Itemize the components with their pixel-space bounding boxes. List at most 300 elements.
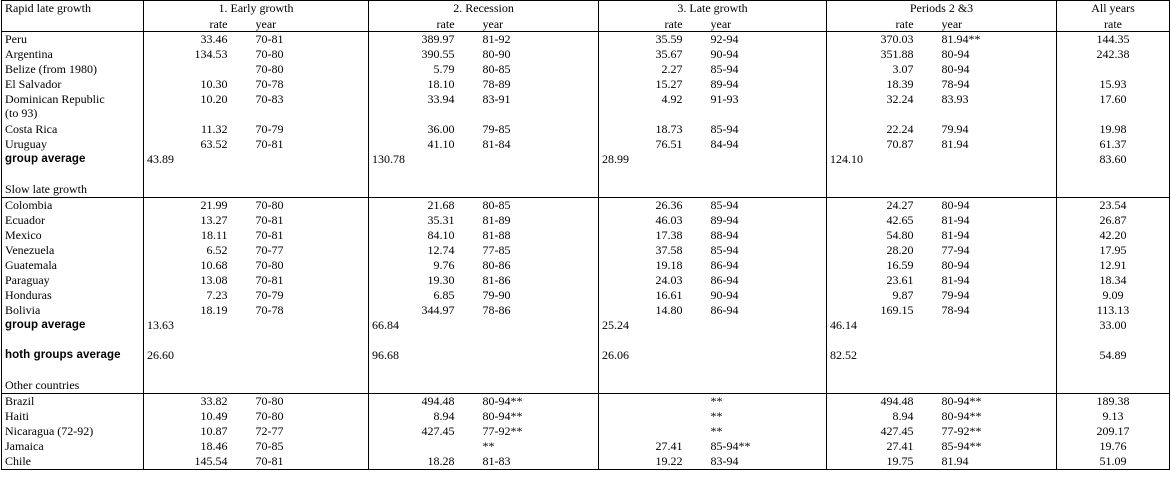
rate-early: 6.52	[144, 243, 256, 258]
year-late: 90-94	[710, 288, 739, 302]
average-spacer	[483, 348, 599, 363]
empty-cell	[1057, 182, 1170, 198]
country-name: Honduras	[2, 288, 144, 303]
table-row	[2, 409, 1170, 424]
empty-cell	[144, 182, 256, 198]
country-name: Paraguay	[2, 273, 144, 288]
average-spacer	[942, 152, 1057, 167]
rate-periods-2-3: 169.15	[827, 303, 942, 318]
year-late: 84-94	[710, 137, 739, 151]
sub-header-year: year	[256, 17, 369, 32]
year-early: 70-83	[255, 92, 284, 106]
sub-header-rate: rate	[1057, 17, 1170, 32]
rate-periods-2-3: 427.45	[827, 424, 942, 439]
rate-recession: 6.85	[369, 288, 483, 303]
rate-periods-2-3: 3.07	[827, 62, 942, 77]
empty-cell	[942, 167, 1057, 182]
empty-cell	[483, 182, 599, 198]
rate-early: 18.11	[144, 228, 256, 243]
country-name: Chile	[2, 454, 144, 470]
table-row	[2, 47, 1170, 62]
year-early: 70-77	[255, 243, 284, 257]
rate-recession: 21.68	[369, 198, 483, 214]
year-periods-2-3: 83.93	[941, 92, 969, 106]
year-early: 70-81	[256, 454, 369, 470]
average-rate-early: 26.60	[144, 348, 256, 363]
year-periods-2-3: 80-94**	[942, 394, 1057, 410]
rate-recession: 18.10	[369, 77, 483, 92]
sub-header-rate: rate	[369, 17, 483, 32]
rate-periods-2-3: 16.59	[827, 258, 942, 273]
empty-cell	[1057, 363, 1170, 378]
year-early: 72-77	[255, 424, 284, 438]
country-name-line: Dominican Republic	[5, 92, 105, 106]
empty-cell	[599, 333, 711, 348]
rate-early: 33.82	[144, 394, 256, 410]
year-periods-2-3: 78-94	[941, 303, 970, 317]
group-header-recession: 2. Recession	[369, 1, 599, 18]
average-rate-all-years: 54.89	[1057, 348, 1170, 363]
empty-cell	[369, 182, 483, 198]
country-name: Jamaica	[2, 439, 144, 454]
rate-early: 11.32	[144, 122, 256, 137]
year-late: **	[710, 409, 723, 423]
rate-all-years: 189.38	[1057, 394, 1170, 410]
empty-cell	[711, 378, 827, 394]
table-row	[2, 258, 1170, 273]
year-periods-2-3: 85-94**	[941, 439, 982, 453]
rate-early: 134.53	[144, 47, 256, 62]
rate-all-years: 19.98	[1057, 122, 1170, 137]
empty-cell	[369, 378, 483, 394]
year-late: 86-94	[710, 303, 739, 317]
group-header-periods-2-3: Periods 2 &3	[827, 1, 1057, 18]
rate-periods-2-3: 24.27	[827, 198, 942, 214]
year-late: **	[711, 394, 827, 410]
year-recession: 81-83	[483, 454, 599, 470]
rate-recession: 19.30	[369, 273, 483, 288]
year-early: 70-79	[255, 122, 284, 136]
rate-recession: 494.48	[369, 394, 483, 410]
country-name: Belize (from 1980)	[2, 62, 144, 77]
country-name: Guatemala	[2, 258, 144, 273]
rate-periods-2-3: 8.94	[827, 409, 942, 424]
slow-group-average-row	[2, 318, 1170, 333]
sub-header-year: year	[483, 17, 599, 32]
rate-recession: 344.97	[369, 303, 483, 318]
table-row	[2, 137, 1170, 152]
rate-early: 13.27	[144, 213, 256, 228]
table-row	[2, 394, 1170, 410]
rate-recession: 389.97	[369, 32, 483, 48]
average-rate-recession: 130.78	[369, 152, 483, 167]
rate-all-years: 19.76	[1057, 439, 1170, 454]
rate-recession: 9.76	[369, 258, 483, 273]
empty-cell	[942, 378, 1057, 394]
rate-early: 33.46	[144, 32, 256, 48]
year-recession: 79-85	[482, 122, 511, 136]
year-recession: 81-86	[482, 273, 511, 287]
rate-late: 46.03	[599, 213, 711, 228]
table-row	[2, 213, 1170, 228]
year-early: 70-80	[256, 198, 369, 214]
rate-all-years: 17.60	[1057, 92, 1170, 122]
year-periods-2-3: 78-94	[941, 77, 970, 91]
other-section-title	[2, 378, 1170, 394]
year-early: 70-80	[255, 258, 284, 272]
table-row	[2, 243, 1170, 258]
average-rate-periods-2-3: 46.14	[827, 318, 942, 333]
rate-periods-2-3: 23.61	[827, 273, 942, 288]
empty-cell	[1057, 167, 1170, 182]
average-rate-late: 26.06	[599, 348, 711, 363]
rapid-group-average-row	[2, 152, 1170, 167]
year-periods-2-3: 81-94	[941, 273, 970, 287]
rate-late: 18.73	[599, 122, 711, 137]
empty-cell	[256, 333, 369, 348]
year-recession: 80-90	[482, 47, 511, 61]
country-name	[2, 92, 144, 122]
group-header-late-growth: 3. Late growth	[599, 1, 827, 18]
rate-early: 10.68	[144, 258, 256, 273]
both-groups-average-row	[2, 348, 1170, 363]
empty-cell	[483, 378, 599, 394]
average-spacer	[483, 152, 599, 167]
rate-all-years: 9.13	[1057, 409, 1170, 424]
table-row	[2, 454, 1170, 470]
average-rate-late: 25.24	[599, 318, 711, 333]
year-periods-2-3: 81.94**	[941, 32, 981, 46]
rate-early: 13.08	[144, 273, 256, 288]
year-early: 70-78	[255, 303, 284, 317]
year-recession: 81-88	[482, 228, 511, 242]
rate-recession: 35.31	[369, 213, 483, 228]
rate-all-years: 12.91	[1057, 258, 1170, 273]
average-label: hoth groups average	[2, 348, 144, 363]
rate-periods-2-3: 42.65	[827, 213, 942, 228]
rate-early: 18.19	[144, 303, 256, 318]
average-spacer	[256, 152, 369, 167]
slow-section-title	[2, 182, 1170, 198]
rate-late: 37.58	[599, 243, 711, 258]
year-recession: 80-86	[482, 258, 511, 272]
empty-cell	[942, 182, 1057, 198]
sub-header-year: year	[942, 17, 1057, 32]
year-recession: 80-94**	[483, 394, 599, 410]
table-body	[2, 1, 1170, 470]
rate-periods-2-3: 18.39	[827, 77, 942, 92]
rate-early: 10.30	[144, 77, 256, 92]
rate-all-years: 17.95	[1057, 243, 1170, 258]
rate-all-years: 209.17	[1057, 424, 1170, 439]
rate-late: 19.18	[599, 258, 711, 273]
rate-recession: 36.00	[369, 122, 483, 137]
spacer-row	[2, 167, 1170, 182]
empty-cell	[599, 378, 711, 394]
year-periods-2-3: 81-94	[941, 228, 970, 242]
average-rate-all-years: 33.00	[1057, 318, 1170, 333]
empty-cell	[144, 378, 256, 394]
country-name-line: (to 93)	[5, 106, 38, 120]
rate-late: 16.61	[599, 288, 711, 303]
year-periods-2-3: 79-94	[941, 288, 970, 302]
year-early: 70-81	[255, 137, 284, 151]
average-spacer	[711, 348, 827, 363]
year-recession: 80-85	[483, 198, 599, 214]
rate-late: 24.03	[599, 273, 711, 288]
rate-periods-2-3: 28.20	[827, 243, 942, 258]
rate-recession: 390.55	[369, 47, 483, 62]
year-periods-2-3: 81-94	[941, 213, 970, 227]
rate-late: 15.27	[599, 77, 711, 92]
rate-periods-2-3: 54.80	[827, 228, 942, 243]
empty-cell	[827, 333, 942, 348]
empty-cell	[256, 167, 369, 182]
year-early: 70-81	[255, 228, 284, 242]
empty-cell	[711, 182, 827, 198]
table-row	[2, 92, 1170, 122]
rate-periods-2-3: 494.48	[827, 394, 942, 410]
rate-all-years: 42.20	[1057, 228, 1170, 243]
table-row	[2, 122, 1170, 137]
rate-all-years: 18.34	[1057, 273, 1170, 288]
empty-cell	[599, 363, 711, 378]
sub-header-rate: rate	[144, 17, 256, 32]
rate-all-years: 26.87	[1057, 213, 1170, 228]
rate-early	[144, 62, 256, 77]
rate-late: 26.36	[599, 198, 711, 214]
country-name: Nicaragua (72-92)	[2, 424, 144, 439]
year-late: 92-94	[710, 32, 739, 46]
table-row	[2, 62, 1170, 77]
country-name: Peru	[2, 32, 144, 48]
average-rate-periods-2-3: 124.10	[827, 152, 942, 167]
average-spacer	[942, 348, 1057, 363]
empty-cell	[144, 167, 256, 182]
year-late: 83-94	[711, 454, 827, 470]
header-row-groups	[2, 1, 1170, 18]
other-section-title-label: Other countries	[2, 378, 144, 394]
rate-periods-2-3: 370.03	[827, 32, 942, 48]
year-late: 90-94	[710, 47, 739, 61]
group-header-all-years: All years	[1057, 1, 1170, 18]
empty-cell	[369, 167, 483, 182]
empty-cell	[256, 378, 369, 394]
average-rate-early: 13.63	[144, 318, 256, 333]
table-row	[2, 273, 1170, 288]
empty-cell	[256, 363, 369, 378]
year-periods-2-3: 80-94	[941, 258, 970, 272]
average-label: group average	[2, 318, 144, 333]
year-late: 89-94	[710, 213, 739, 227]
year-periods-2-3: 81.94	[942, 454, 1057, 470]
rate-early: 10.49	[144, 409, 256, 424]
empty-cell	[711, 333, 827, 348]
year-recession: 78-89	[482, 77, 511, 91]
empty-cell	[1057, 333, 1170, 348]
country-name: Mexico	[2, 228, 144, 243]
empty-cell	[599, 182, 711, 198]
rate-all-years: 51.09	[1057, 454, 1170, 470]
year-recession: 80-85	[482, 62, 511, 76]
rate-all-years: 15.93	[1057, 77, 1170, 92]
empty-cell	[483, 333, 599, 348]
rate-periods-2-3: 351.88	[827, 47, 942, 62]
rate-periods-2-3: 27.41	[827, 439, 942, 454]
table-row	[2, 228, 1170, 243]
table-row	[2, 303, 1170, 318]
country-name: Ecuador	[2, 213, 144, 228]
table-row	[2, 32, 1170, 48]
average-spacer	[711, 152, 827, 167]
year-late: 91-93	[710, 92, 739, 106]
header-row-sub	[2, 17, 1170, 32]
rate-periods-2-3: 9.87	[827, 288, 942, 303]
group-header-early-growth: 1. Early growth	[144, 1, 369, 18]
average-spacer	[256, 318, 369, 333]
rate-late: 19.22	[599, 454, 711, 470]
year-early: 70-81	[255, 213, 284, 227]
empty-cell	[827, 167, 942, 182]
rate-recession: 33.94	[369, 92, 483, 122]
rate-recession: 8.94	[369, 409, 483, 424]
year-periods-2-3: 80-94	[942, 198, 1057, 214]
average-rate-late: 28.99	[599, 152, 711, 167]
empty-cell	[144, 333, 256, 348]
empty-cell	[2, 363, 144, 378]
average-spacer	[942, 318, 1057, 333]
empty-cell	[2, 333, 144, 348]
table-row	[2, 198, 1170, 214]
empty-cell	[827, 182, 942, 198]
rate-periods-2-3: 70.87	[827, 137, 942, 152]
average-spacer	[711, 318, 827, 333]
rate-late: 2.27	[599, 62, 711, 77]
rate-recession: 5.79	[369, 62, 483, 77]
empty-cell	[144, 363, 256, 378]
section-title-rapid: Rapid late growth	[2, 1, 144, 18]
average-rate-all-years: 83.60	[1057, 152, 1170, 167]
rate-late	[599, 424, 711, 439]
year-late: **	[710, 424, 723, 438]
year-recession: 78-86	[482, 303, 511, 317]
year-periods-2-3: 80-94**	[941, 409, 982, 423]
table-row	[2, 288, 1170, 303]
year-late: 85-94	[710, 62, 739, 76]
average-spacer	[256, 348, 369, 363]
year-periods-2-3: 80-94	[941, 62, 970, 76]
rate-all-years	[1057, 62, 1170, 77]
year-early: 70-85	[255, 439, 284, 453]
empty-cell	[369, 333, 483, 348]
average-label: group average	[2, 152, 144, 167]
empty-cell	[711, 167, 827, 182]
year-recession: 81-89	[482, 213, 511, 227]
rate-early: 10.87	[144, 424, 256, 439]
year-late: 86-94	[710, 258, 739, 272]
spacer-row	[2, 333, 1170, 348]
rate-all-years: 9.09	[1057, 288, 1170, 303]
year-periods-2-3: 81.94	[941, 137, 969, 151]
year-late: 85-94	[711, 198, 827, 214]
rate-periods-2-3: 19.75	[827, 454, 942, 470]
country-name: Argentina	[2, 47, 144, 62]
country-name: Costa Rica	[2, 122, 144, 137]
year-early: 70-80	[255, 409, 284, 423]
year-late: 88-94	[710, 228, 739, 242]
country-name: Haiti	[2, 409, 144, 424]
average-rate-periods-2-3: 82.52	[827, 348, 942, 363]
country-name: Colombia	[2, 198, 144, 214]
empty-cell	[711, 363, 827, 378]
table-row	[2, 424, 1170, 439]
data-table	[1, 0, 1170, 470]
rate-late	[599, 409, 711, 424]
year-recession: **	[482, 439, 495, 453]
year-recession: 81-84	[482, 137, 511, 151]
rate-recession	[369, 439, 483, 454]
rate-recession: 12.74	[369, 243, 483, 258]
sub-header-rate: rate	[599, 17, 711, 32]
country-name: Venezuela	[2, 243, 144, 258]
sub-header-year: year	[711, 17, 827, 32]
empty-cell	[483, 363, 599, 378]
empty-cell	[483, 167, 599, 182]
empty-cell	[2, 167, 144, 182]
rate-periods-2-3: 32.24	[827, 92, 942, 122]
rate-late: 35.59	[599, 32, 711, 48]
rate-early: 7.23	[144, 288, 256, 303]
average-spacer	[483, 318, 599, 333]
year-recession: 81-92	[482, 32, 511, 46]
rate-late: 17.38	[599, 228, 711, 243]
average-rate-early: 43.89	[144, 152, 256, 167]
rate-late: 35.67	[599, 47, 711, 62]
rate-periods-2-3: 22.24	[827, 122, 942, 137]
empty-cell	[369, 363, 483, 378]
year-early: 70-78	[255, 77, 284, 91]
year-recession: 77-92**	[482, 424, 523, 438]
country-name: Bolivia	[2, 303, 144, 318]
slow-section-title-label: Slow late growth	[2, 182, 144, 198]
rate-all-years: 144.35	[1057, 32, 1170, 48]
year-late: 85-94	[710, 122, 739, 136]
rate-early: 145.54	[144, 454, 256, 470]
sub-header-rate: rate	[827, 17, 942, 32]
year-periods-2-3: 77-94	[941, 243, 970, 257]
rate-all-years: 23.54	[1057, 198, 1170, 214]
empty-cell	[827, 378, 942, 394]
rate-early: 63.52	[144, 137, 256, 152]
average-rate-recession: 66.84	[369, 318, 483, 333]
table-row	[2, 77, 1170, 92]
rate-recession: 18.28	[369, 454, 483, 470]
empty-cell	[942, 363, 1057, 378]
year-late: 85-94**	[710, 439, 751, 453]
empty-cell	[256, 182, 369, 198]
rate-all-years: 113.13	[1057, 303, 1170, 318]
year-recession: 83-91	[482, 92, 511, 106]
year-periods-2-3: 80-94	[941, 47, 970, 61]
rate-late: 4.92	[599, 92, 711, 122]
rate-all-years: 61.37	[1057, 137, 1170, 152]
year-early: 70-81	[255, 273, 284, 287]
year-late: 89-94	[710, 77, 739, 91]
country-name: El Salvador	[2, 77, 144, 92]
rate-recession: 84.10	[369, 228, 483, 243]
rate-late: 76.51	[599, 137, 711, 152]
rate-late	[599, 394, 711, 410]
